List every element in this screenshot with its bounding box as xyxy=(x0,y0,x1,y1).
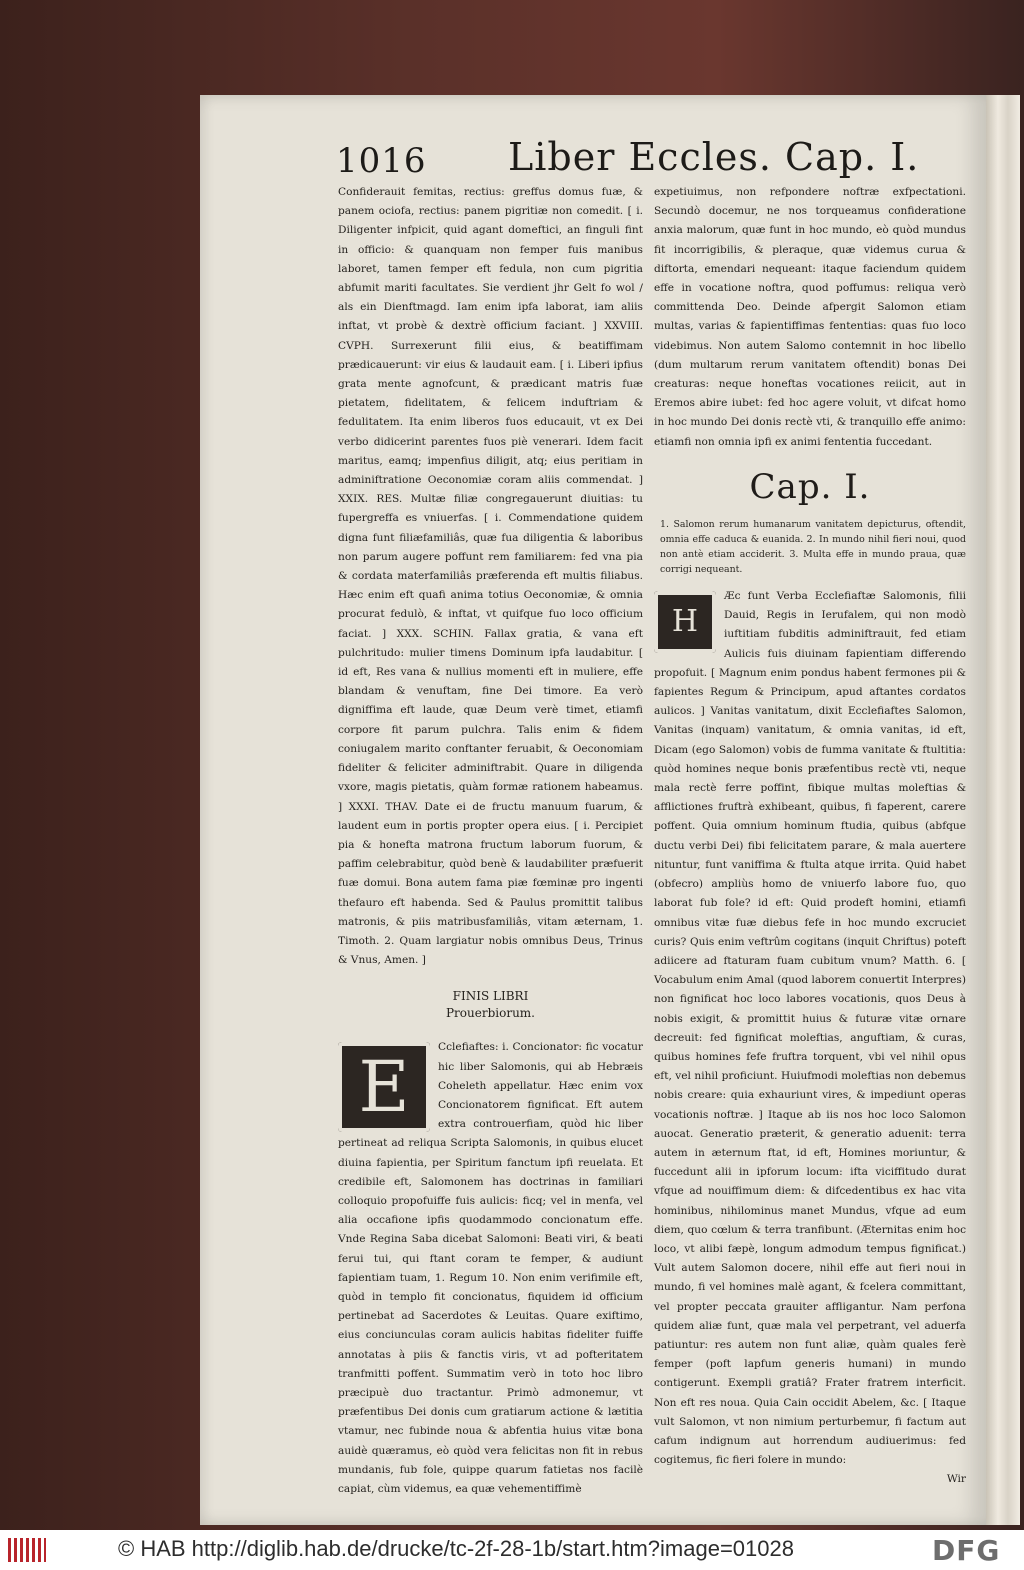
page-number: 1016 xyxy=(336,141,427,181)
dfg-logo: DFG xyxy=(932,1534,1001,1567)
catchword: Wir xyxy=(946,1473,966,1486)
book-page xyxy=(200,95,986,1525)
introduction-continued: expetiuimus, non refpondere noftræ exfpectationi. Secundò docemur, ne nos torqueamus confideratione anxia malorum, quæ funt in hoc mundo, eò quòd mundus fit incorrigibilis, & pleraque, quæ videmus curua & diftorta, emendari nequeant: itaque faciendum quidem effe in vocatione noftra, quod poffumus: reliqua verò committenda Deo. Deinde afpergit Salomon etiam multas, varias & fapientiffimas fententias: quas fuo loco videbimus. Non autem Salomo contemnit in hoc libello (dum multarum rerum vanitatem oftendit) bonas Dei creaturas: neque honeftas vocationes reiicit, aut in Eremos abire iubet: fed hoc agere voluit, vt difcat homo in hoc mundo Dei donis rectè vti, & tranquillo effe animo: etiamfi non omnia ipfi ex animi fententia fuccedant. xyxy=(654,186,966,448)
page-header xyxy=(336,135,936,185)
page-edge xyxy=(986,95,1020,1525)
permalink-url[interactable]: © HAB http://diglib.hab.de/drucke/tc-2f-28-1b/start.htm?image=01028 xyxy=(118,1536,794,1561)
decorated-initial-h: H xyxy=(654,591,716,653)
chapter-heading: Cap. I. xyxy=(749,466,871,507)
decorated-initial-e: E xyxy=(338,1042,430,1132)
left-column xyxy=(338,183,643,1499)
chapter-summary: 1. Salomon rerum humanarum vanitatem depicturus, oftendit, omnia effe caduca & euanida. 2. In mundo nihil fieri noui, quod non antè etiam acciderit. 3. Multa effe in mundo praua, quæ corrigi nequeant. xyxy=(660,519,966,576)
hab-logo-icon xyxy=(8,1538,46,1562)
right-column xyxy=(654,183,966,1490)
finis-line-2: Prouerbiorum. xyxy=(445,1006,535,1021)
introduction-text: Cclefiaftes: i. Concionator: fic vocatur hic liber Salomonis, qui ab Hebræis Coheleth appellatur. Hæc enim vox Concionatorem fignificat. Eft autem extra controuerfiam, quòd hic liber pertineat ad reliqua Scripta Salomonis, in quibus elucet diuina fapientia, per Spiritum fanctum ipfi reuelata. Et credibile eft, Salomonem has doctrinas in familiari colloquio propofuiffe fuis aulicis: ficq; vel in menfa, vel alia occafione ipfis quodammodo concionatum effe. Vnde Regina Saba dicebat Salomoni: Beati viri, & beati ferui tui, qui ftant coram te femper, & audiunt fapientiam tuam, 1. Regum 10. Non enim verifimile eft, quòd in templo fit concionatus, fiquidem id officium pertinebat ad Sacerdotes & Leuitas. Quare exiftimo, eius conciunculas coram aulicis habitas fideliter fuiffe annotatas à piis & fanctis viris, vt ad pofteritatem tranfmitti poffent. Summatim verò in toto hoc libro præcipuè duo tractantur. Primò admonemur, vt præfentibus Dei donis cum gratiarum actione & lætitia vtamur, nec fubinde noua & abfentia huius vitæ bona auidè quæramus, eò quòd vera felicitas non fit in rebus mundanis, fub fole, quippe quarum fatietas nos facilè capiat, cùm videmus, ea quæ vehementiffimè xyxy=(338,1041,643,1495)
viewer-footer xyxy=(0,1530,1024,1570)
ecclesiastes-introduction xyxy=(338,1038,643,1499)
chapter-text xyxy=(654,587,966,1470)
running-title: Liber Eccles. Cap. I. xyxy=(508,135,920,179)
finis-line-1: FINIS LIBRI xyxy=(452,989,529,1004)
finis-libri xyxy=(338,988,643,1022)
chapter-body: Æc funt Verba Ecclefiaftæ Salomonis, filii Dauid, Regis in Ierufalem, qui non modò iuftitiam fubditis adminiftrauit, fed etiam Aulicis fuis diuinam fapientiam differendo propofuit. [ Magnum enim pondus habent fermones pii & fapientes Regum & Principum, apud aftantes cordatos aulicos. ] Vanitas vanitatum, dixit Ecclefiaftes Salomon, Vanitas (inquam) vanitatum, & omnia vanitas, id eft, Dicam (ego Salomon) vobis de fumma vanitate & ftultitia: quòd homines neque bonis præfentibus rectè vti, neque mala rectè ferre poffint, fibique multas moleftias & afflictiones fruftrà exhibeant, quibus, fi faperent, carere poffent. Quia omnium hominum ftudia, quibus (abfque ductu verbi Dei) fibi felicitatem parare, & mala auertere nituntur, funt vaniffima & ftulta atque irrita. Quid habet (obfecro) ampliùs homo de vniuerfo labore fuo, quo laborat fub fole? id eft: Quid prodeft homini, etiamfi omnibus vitæ fuæ diebus fefe in hoc mundo excruciet curis? Quis enim veftrûm cogitans (inquit Chriftus) poteft adiicere ad ftaturam fuam cubitum vnum? Matth. 6. [ Vocabulum enim Amal (quod laborem conuertit Interpres) non fignificat hoc loco labores vocationis, quos Deus à nobis exigit, & promittit huius & futuræ vitæ ornare decreuit: fed fignificat moleftias, anguftiam, & curas, quibus homines fefe fruftra torquent, vbi vel nihil opus eft, vel nihil proficiunt. Huiufmodi moleftias non debemus nobis creare: quia exhauriunt vires, & impediunt operas vocationis noftræ. ] Itaque ab iis nos hoc loco Salomon auocat. Generatio præterit, & generatio aduenit: terra autem in æternum ftat, id eft, Homines moriuntur, & fuccedunt alii in ipforum locum: ifta viciffitudo durat vfque ad nouiffimum diem: & difcedentibus ex hac vita hominibus, nihilominus manet Mundus, vfque ad eum diem, quo cœlum & terra tranfibunt. (Æternitas enim hoc loco, vt alibi fæpè, longum admodum tempus fignificat.) Vult autem Salomon docere, nihil effe aut fieri noui in mundo, fi vel homines malè agant, & fcelera committant, vel propter peccata grauiter affligantur. Nam perfona quidem aliæ funt, quæ mala vel perpetrant, vel aduerfa patiuntur: res autem non funt aliæ, quàm quales ferè femper (poft lapfum generis humani) in mundo contigerunt. Exempli gratiâ? Frater fratrem interficit. Non eft res noua. Quia Cain occidit Abelem, &c. [ Itaque vult Salomon, vt non nimium perturbemur, fi factum aut cafum indignum aut horrendum audiuerimus: fed cogitemus, fic fieri folere in mundo: xyxy=(654,590,966,1467)
proverbs-commentary-text: Confiderauit femitas, rectius: greffus domus fuæ, & panem ociofa, rectius: panem pigritiæ non comedit. [ i. Diligenter infpicit, quid agant domeftici, an finguli fint in officio: & quanquam non femper fuis manibus laboret, tamen femper eft fedula, non cum pigritia abfumit mariti facultates. Sie verdient jhr Gelt fo wol / als ein Dienftmagd. Iam enim ipfa laborat, iam aliis inftat, vt probè & dextrè officium faciant. ] XXVIII. CVPH. Surrexerunt filii eius, & beatiffimam prædicauerunt: vir eius & laudauit eam. [ i. Liberi ipfius grata mente agnofcunt, & prædicant matris fuæ pietatem, fidelitatem, & felicem induftriam & fedulitatem. Ita enim liberos fuos educauit, vt ex Dei verbo didicerint parentes fuos piè venerari. Idem facit maritus, eamq; impenfius diligit, atq; eius peritiam in adminiftratione Oeconomiæ coram aliis commendat. ] XXIX. RES. Multæ filiæ congregauerunt diuitias: tu fupergreffa es vniuerfas. [ i. Commendatione quidem digna funt filiæfamiliâs, quæ fua diligentia & laboribus non parum augere poffunt rem familiarem: fed vna pia & cordata materfamiliâs præferenda eft multis filiabus. Hæc enim eft quafi anima totius Oeconomiæ, & omnia procurat fedulò, & inftat, vt quifque fuo loco officium faciat. ] XXX. SCHIN. Fallax gratia, & vana eft pulchritudo: mulier timens Dominum ipfa laudabitur. [ id eft, Res vana & nullius momenti eft in muliere, effe blandam & venuftam, fine Dei timore. Ea verò digniffima eft laude, quæ Deum verè timet, etiamfi corpore fit parum pulchra. Talis enim & fidem coniugalem marito conftanter feruabit, & Oeconomiam fideliter & feliciter adminiftrabit. Quare in diligenda vxore, magis pietatis, quàm formæ rationem habeamus. ] XXXI. THAV. Date ei de fructu manuum fuarum, & laudent eum in portis propter opera eius. [ i. Percipiet pia & honefta matrona fructum laborum fuorum, & paffim celebrabitur, quòd benè & laudabiliter præfuerit fuæ domui. Bona autem fama piæ fœminæ pro ingenti thefauro eft habenda. Sed & Paulus promittit talibus matronis, & piis matribusfamiliâs, vitam æternam, 1. Timoth. 2. Quam largiatur nobis omnibus Deus, Trinus & Vnus, Amen. ] xyxy=(338,186,643,967)
